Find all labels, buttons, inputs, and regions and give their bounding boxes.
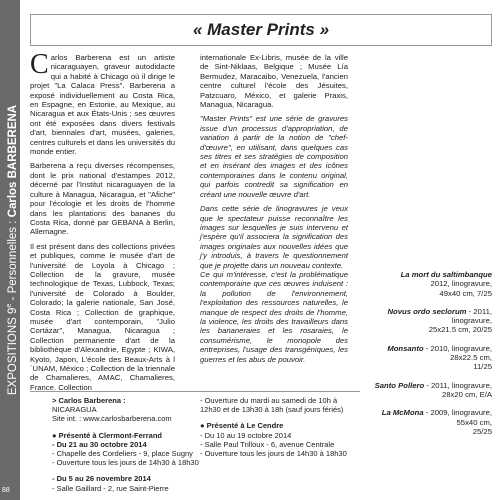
clermont-hours-2: - Ouverture du mardi au samedi de 10h à 12h30 et de 13h30 à 18h (sauf jours fériés) — [200, 396, 344, 415]
section-label: EXPOSITIONS 9 — [6, 307, 19, 396]
footer-divider — [30, 391, 360, 392]
artist-info — [52, 396, 202, 424]
country: NICARAGUA — [52, 405, 97, 415]
awards-paragraph: Barberena a reçu diverses récompenses, dont le prix national d'estampes 2012, décerné par l'Institut nicaraguayen de la culture à Managua, Nicaragua, et "Afiche" pour l'écologie et les droits de l'homme dans les plantations des bananes du Costa Rica, donné par GEBANA à Berlin, Allemagne. — [30, 161, 175, 237]
lecendre-place: - Salle Paul Trilloux - 6, avenue Centrale — [200, 439, 335, 449]
footer-right — [200, 396, 360, 465]
column-left — [30, 49, 175, 397]
lecendre-info — [200, 421, 360, 458]
page-title: « Master Prints » — [30, 14, 492, 46]
work-item — [370, 381, 492, 400]
work-size: 25/25 — [472, 426, 492, 436]
bio-paragraph — [30, 49, 175, 157]
category-label: - Personnelles : — [6, 217, 19, 304]
drop-cap: C — [30, 49, 49, 80]
clermont-place-1: - Chapelle des Cordeliers - 9, place Sugny — [52, 449, 193, 459]
work-size: 25x21.5 cm, 20/25 — [428, 325, 492, 335]
work-item — [370, 270, 492, 298]
lecendre-heading: ● Présenté à Le Cendre — [200, 421, 284, 431]
work-details: - 2010, linogravure, 28x22.5 cm, — [423, 343, 492, 363]
work-title: Novus ordo seclorum — [387, 306, 467, 316]
series-intent: Dans cette série de linogravures je veux que le spectateur puisse reconnaître les images sur lesquelles je suis intervenu et j'espère qu'il associera la signification des images originales aux nouvelles idées que j'y introduis, à travers le questionnement que je projette dans un nouveau contexte. — [200, 204, 348, 270]
clermont-heading: ● Présenté à Clermont-Ferrand — [52, 430, 162, 440]
work-title: Monsanto — [387, 343, 424, 353]
clermont-place-2: - Salle Gaillard - 2, rue Saint-Pierre — [52, 483, 169, 493]
work-title: Santo Pollero — [374, 380, 425, 390]
clermont-hours-1: - Ouverture tous les jours de 14h30 à 18h30 — [52, 458, 199, 468]
work-item — [370, 408, 492, 436]
work-size: 49x40 cm, 7/25 — [439, 288, 492, 298]
page-number: 88 — [2, 487, 10, 494]
series-themes: Ce qui m'intéresse, c'est la problématique contemporaine que ces œuvres induisent : la pollution de l'environnement, l'exploitation des ressources naturelles, le manque de respect des droits de l'homme, la violence, les droits des travailleurs dans les bananeraies et les rosaraies, le consumérisme, le monopole des entreprises, l'usage des transgéniques, les guerres et les abus de pouvoir. — [200, 269, 348, 364]
lecendre-dates: - Du 10 au 19 octobre 2014 — [200, 430, 292, 440]
work-details: 2012, linogravure, — [430, 279, 492, 289]
column-right — [200, 53, 348, 369]
work-title: La McMona — [381, 408, 424, 418]
works-list — [370, 270, 492, 445]
collections-paragraph: Il est présent dans des collections privées et publiques, comme le musée d'art de l'université de Loyola à Chicago ; Collection de la gravure, musée technologique de Texas, Lubbock, Texas; l'université de Colorado à Boulder, Colorado; la galerie nationale, San José, Costa Rica ; Collection de graphique, musée d'art contemporain, "Julio Cortázar", Managua, Nicaragua ; Collection permanente d'art de la bibliothèque d'Alexandrie, Egypte ; KIWA, Kyoto, Japon, L'école des Beaux-Arts à l´UNAM, México ; Collection de la triennale de Chamalieres, AMAC, Chamalieres, France. Collection — [30, 241, 175, 392]
clermont-dates-2: - Du 5 au 26 novembre 2014 — [52, 474, 151, 484]
series-intro: "Master Prints" est une série de gravures issue d'un processus d'appropriation, de variation à partir de la notion de "chef-d'œuvre", en utilisant, dans quelques cas ses titres et ses stratégies de composition et en insérant des images et des icônes contemporaines dans le contenu original, qui parfois contredit sa signification en créant une nouvelle œuvre d'art. — [200, 114, 348, 199]
lecendre-hours: - Ouverture tous les jours de 14h30 à 18h30 — [200, 449, 347, 459]
work-title: La mort du saltimbanque — [400, 270, 492, 279]
sidebar — [0, 0, 20, 500]
work-details: - 2011, linogravure, — [451, 306, 492, 326]
website-link[interactable]: Site int. : www.carlosbarberena.com — [52, 414, 172, 424]
clermont-info — [52, 431, 202, 468]
sidebar-heading — [0, 10, 20, 490]
clermont-dates-1: - Du 21 au 30 octobre 2014 — [52, 439, 147, 449]
work-details: - 2009, linogravure, 55x40 cm, — [423, 408, 492, 427]
collections-continued: internationale Ex-Libris, musée de la ville de Sint-Niklaas, Belgique ; Musée Lía Bermudez, Maracaibo, Venezuela, l'ancien centre culturel l'école des Jésuites, Patzcuaro, México, et galerie Praxis, Managua, Nicaragua. — [200, 53, 348, 110]
work-size: 11/25 — [473, 362, 492, 372]
bio-text: arlos Barberena est un artiste nicaraguayen, graveur autodidacte qui a habité à Chicago où il dirige le projet "La Calaca Press". Barberena a exposé individuellement au Costa Rica, en Espagne, en Estonie, au Mexique, au Nicaragua et aux États-Unis ; ses œuvres ont été exposées dans divers festivals d'art, biennales d'art, musées, galeries, centres culturels et dans les universités du monde entier. — [30, 53, 175, 157]
work-item — [370, 307, 492, 335]
clermont-info-2 — [52, 474, 202, 492]
work-details: - 2011, linogravure, 28x20 cm, E/A — [424, 380, 492, 399]
section-superscript: e — [6, 303, 13, 308]
footer-left — [52, 396, 202, 500]
work-item — [370, 344, 492, 372]
artist-name: Carlos BARBERENA — [6, 104, 19, 218]
artist-label: > Carlos Barberena : — [52, 396, 126, 405]
